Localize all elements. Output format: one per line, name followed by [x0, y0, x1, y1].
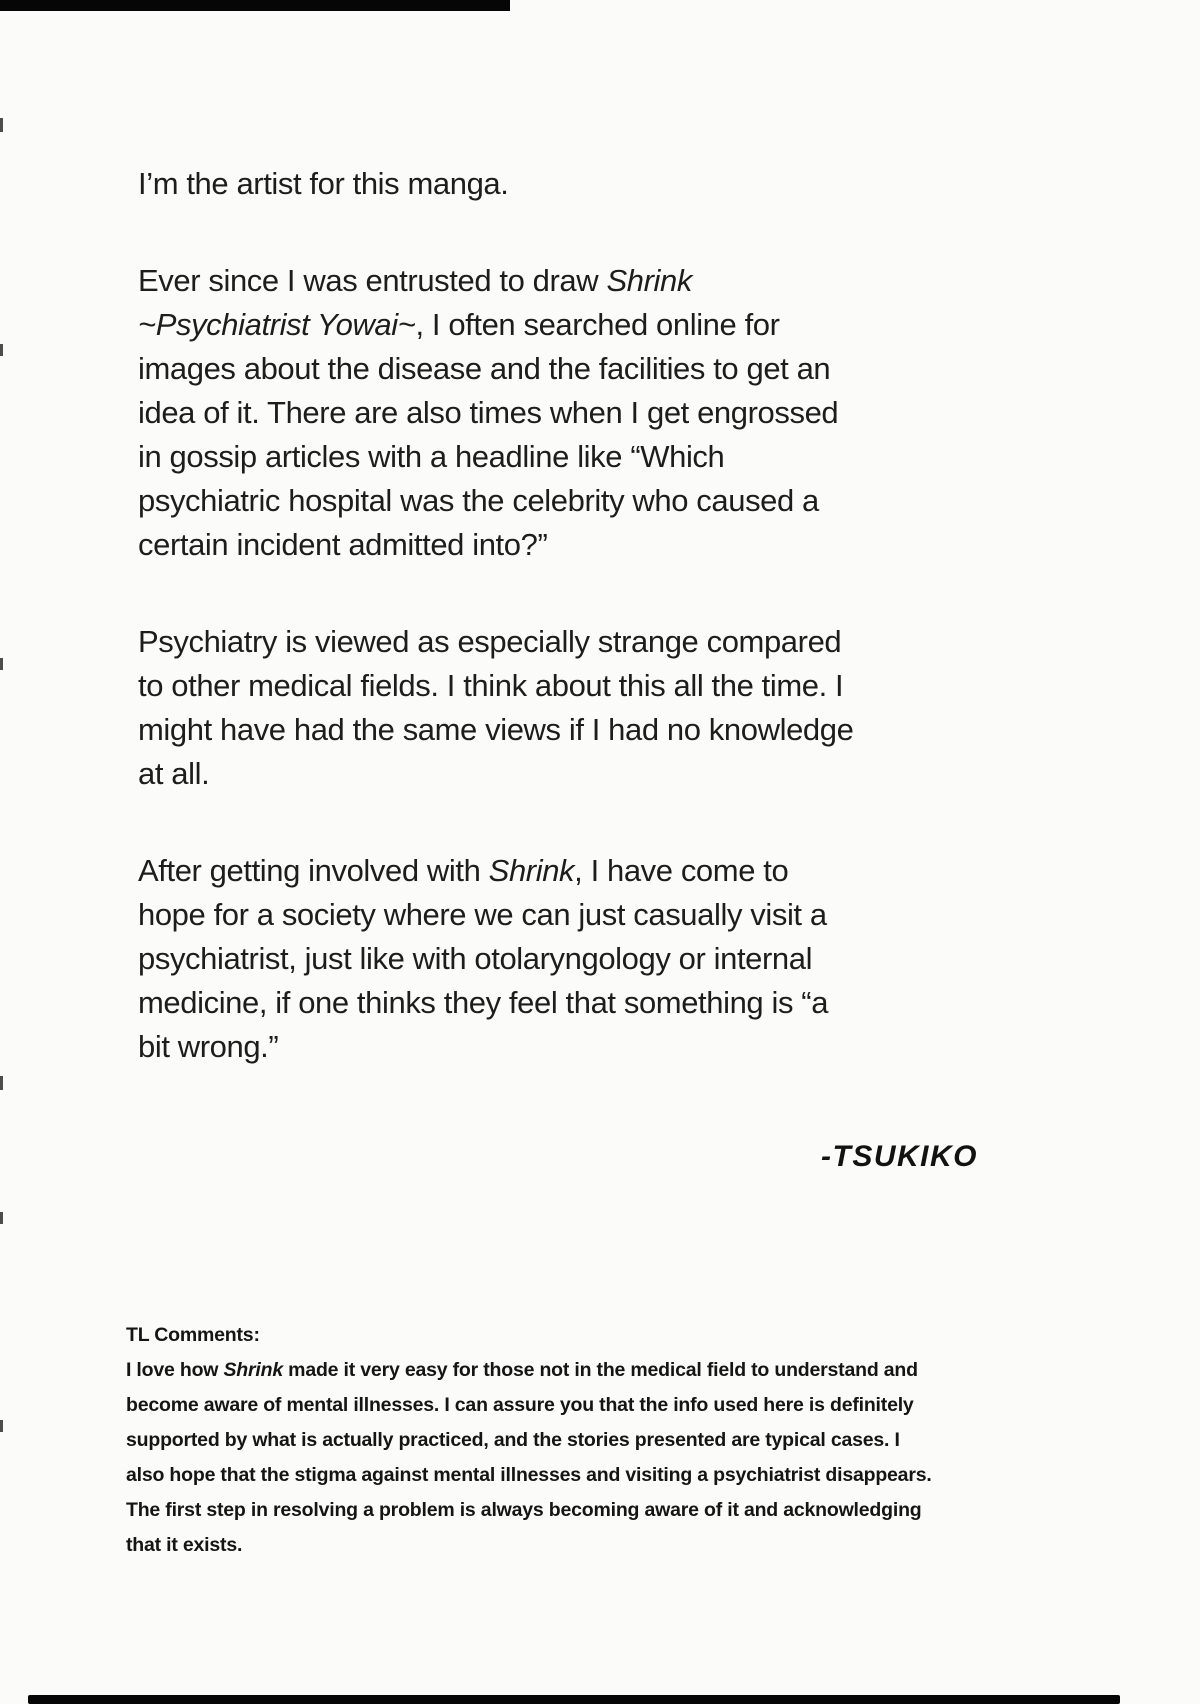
text-line: Ever since I was entrusted to draw Shrink: [138, 263, 692, 298]
text-line: psychiatrist, just like with otolaryngology or internal: [138, 941, 813, 976]
text-line: I’m the artist for this manga.: [138, 166, 509, 201]
tl-comments: [126, 1318, 1051, 1563]
scan-artifact-mark: [0, 118, 3, 132]
text-line: to other medical fields. I think about this all the time. I: [138, 668, 844, 703]
text-line: supported by what is actually practiced, and the stories presented are typical cases. I: [126, 1429, 900, 1451]
text-line: The first step in resolving a problem is always becoming aware of it and acknowledging: [126, 1499, 922, 1521]
scan-artifact-mark: [0, 1212, 3, 1224]
artist-note: [138, 162, 953, 1122]
text-line: might have had the same views if I had no knowledge: [138, 712, 854, 747]
text-line: images about the disease and the facilities to get an: [138, 351, 831, 386]
text-line: idea of it. There are also times when I get engrossed: [138, 395, 839, 430]
paragraph: [138, 259, 953, 567]
scan-artifact-bottom-bar: [28, 1695, 1120, 1704]
text-line: also hope that the stigma against mental illnesses and visiting a psychiatrist disappears.: [126, 1464, 932, 1486]
text-line: ~Psychiatrist Yowai~, I often searched online for: [138, 307, 780, 342]
tl-comments-heading: TL Comments:: [126, 1324, 260, 1346]
text-line: medicine, if one thinks they feel that something is “a: [138, 985, 829, 1020]
tl-comments-body: [126, 1353, 1051, 1563]
text-line: psychiatric hospital was the celebrity who caused a: [138, 483, 819, 518]
text-line: certain incident admitted into?”: [138, 527, 548, 562]
text-line: bit wrong.”: [138, 1029, 279, 1064]
text-line: at all.: [138, 756, 210, 791]
text-line: in gossip articles with a headline like “Which: [138, 439, 725, 474]
text-line: I love how Shrink made it very easy for those not in the medical field to understand and: [126, 1359, 918, 1381]
paragraph: [138, 162, 953, 206]
artist-signature: -TSUKIKO: [821, 1140, 978, 1173]
text-line: hope for a society where we can just casually visit a: [138, 897, 827, 932]
scan-artifact-top-bar: [0, 0, 510, 11]
paragraph: [138, 620, 953, 796]
paragraph: [138, 849, 953, 1069]
text-line: that it exists.: [126, 1534, 243, 1556]
text-line: Psychiatry is viewed as especially strange compared: [138, 624, 842, 659]
text-line: become aware of mental illnesses. I can assure you that the info used here is definitely: [126, 1394, 914, 1416]
text-line: After getting involved with Shrink, I have come to: [138, 853, 789, 888]
scan-artifact-mark: [0, 1420, 3, 1432]
scan-artifact-mark: [0, 344, 3, 356]
scan-artifact-mark: [0, 658, 3, 670]
scan-artifact-mark: [0, 1076, 3, 1090]
